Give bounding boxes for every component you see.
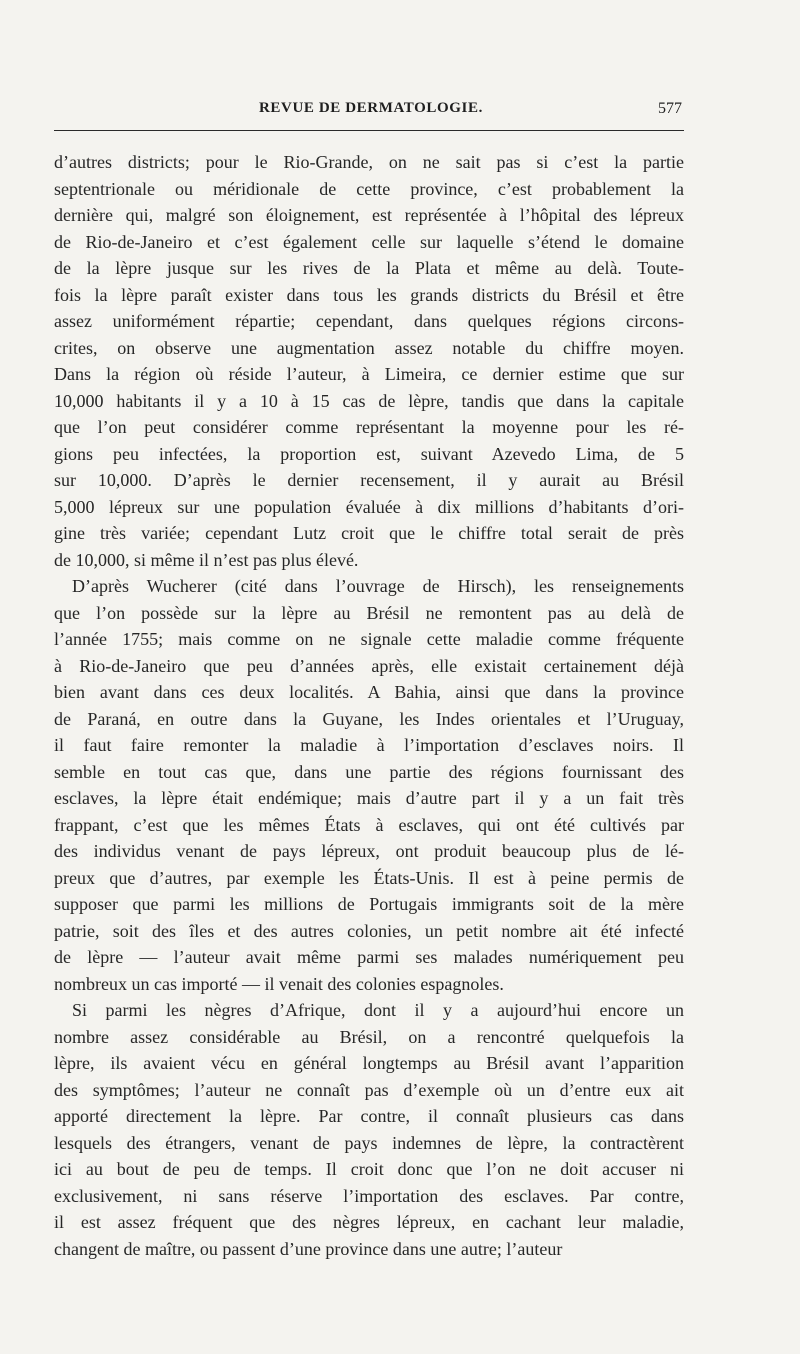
text-line: apporté directement la lèpre. Par contre, il connaît plusieurs cas dans bbox=[54, 1106, 684, 1126]
text-line: des individus venant de pays lépreux, ont produit beaucoup plus de lé- bbox=[54, 841, 684, 861]
running-title: REVUE DE DERMATOLOGIE. bbox=[259, 100, 483, 116]
text-line: preux que d’autres, par exemple les États-Unis. Il est à peine permis de bbox=[54, 867, 684, 888]
text-line: changent de maître, ou passent d’une province dans une autre; l’auteur bbox=[54, 1238, 563, 1259]
text-line: gine très variée; cependant Lutz croit que le chiffre total serait de près bbox=[54, 523, 684, 543]
text-line: de 10,000, si même il n’est pas plus élevé. bbox=[54, 549, 359, 570]
paragraph bbox=[54, 149, 684, 573]
text-line: des symptômes; l’auteur ne connaît pas d’exemple où un d’entre eux ait bbox=[54, 1079, 684, 1100]
body-text bbox=[54, 149, 684, 1262]
text-line: à Rio-de-Janeiro que peu d’années après, elle existait certainement déjà bbox=[54, 655, 684, 676]
text-line: sur 10,000. D’après le dernier recensement, il y aurait au Brésil bbox=[54, 470, 684, 490]
page-number: 577 bbox=[658, 100, 682, 117]
text-line: semble en tout cas que, dans une partie des régions fournissant des bbox=[54, 761, 684, 782]
text-line: d’autres districts; pour le Rio-Grande, on ne sait pas si c’est la partie bbox=[54, 152, 684, 172]
text-line: supposer que parmi les millions de Portugais immigrants soit de la mère bbox=[54, 894, 684, 914]
text-line: esclaves, la lèpre était endémique; mais d’autre part il y a un fait très bbox=[54, 788, 684, 808]
text-line: que l’on possède sur la lèpre au Brésil ne remontent pas au delà de bbox=[54, 602, 684, 623]
text-line: frappant, c’est que les mêmes États à esclaves, qui ont été cultivés par bbox=[54, 814, 684, 835]
text-line: il faut faire remonter la maladie à l’importation d’esclaves noirs. Il bbox=[54, 735, 684, 755]
text-line: fois la lèpre paraît exister dans tous les grands districts du Brésil et être bbox=[54, 284, 684, 305]
text-line: de la lèpre jusque sur les rives de la Plata et même au delà. Toute- bbox=[54, 258, 684, 278]
text-line: gions peu infectées, la proportion est, suivant Azevedo Lima, de 5 bbox=[54, 443, 684, 464]
paragraph bbox=[54, 573, 684, 997]
text-line: 10,000 habitants il y a 10 à 15 cas de lèpre, tandis que dans la capitale bbox=[54, 390, 684, 411]
text-line: 5,000 lépreux sur une population évaluée à dix millions d’habitants d’ori- bbox=[54, 496, 684, 517]
header-rule bbox=[54, 130, 684, 131]
text-line: crites, on observe une augmentation assez notable du chiffre moyen. bbox=[54, 337, 684, 358]
text-line: exclusivement, ni sans réserve l’importation des esclaves. Par contre, bbox=[54, 1185, 684, 1206]
text-line: nombreux un cas importé — il venait des colonies espagnoles. bbox=[54, 973, 504, 994]
running-head bbox=[54, 100, 684, 124]
text-line: il est assez fréquent que des nègres lépreux, en cachant leur maladie, bbox=[54, 1212, 684, 1232]
text-line: de Paraná, en outre dans la Guyane, les Indes orientales et l’Uruguay, bbox=[54, 708, 684, 729]
paragraph bbox=[54, 997, 684, 1262]
text-line: dernière qui, malgré son éloignement, est représentée à l’hôpital des lépreux bbox=[54, 205, 684, 225]
text-line: patrie, soit des îles et des autres colonies, un petit nombre ait été infecté bbox=[54, 920, 684, 941]
text-line: septentrionale ou méridionale de cette province, c’est probablement la bbox=[54, 178, 684, 199]
text-line: lesquels des étrangers, venant de pays indemnes de lèpre, la contractèrent bbox=[54, 1132, 684, 1153]
text-line: nombre assez considérable au Brésil, on a rencontré quelquefois la bbox=[54, 1026, 684, 1047]
text-line: de Rio-de-Janeiro et c’est également celle sur laquelle s’étend le domaine bbox=[54, 231, 684, 252]
text-line: assez uniformément répartie; cependant, dans quelques régions circons- bbox=[54, 311, 684, 331]
text-line: que l’on peut considérer comme représentant la moyenne pour les ré- bbox=[54, 417, 684, 437]
text-line: lèpre, ils avaient vécu en général longtemps au Brésil avant l’apparition bbox=[54, 1053, 684, 1073]
text-line: ici au bout de peu de temps. Il croit donc que l’on ne doit accuser ni bbox=[54, 1159, 684, 1179]
text-line: l’année 1755; mais comme on ne signale cette maladie comme fréquente bbox=[54, 629, 684, 649]
text-line: bien avant dans ces deux localités. A Bahia, ainsi que dans la province bbox=[54, 682, 684, 702]
text-line: D’après Wucherer (cité dans l’ouvrage de Hirsch), les renseignements bbox=[72, 576, 684, 596]
text-line: Dans la région où réside l’auteur, à Limeira, ce dernier estime que sur bbox=[54, 364, 684, 384]
text-line: Si parmi les nègres d’Afrique, dont il y a aujourd’hui encore un bbox=[72, 1000, 684, 1020]
text-line: de lèpre — l’auteur avait même parmi ses malades numériquement peu bbox=[54, 947, 684, 967]
